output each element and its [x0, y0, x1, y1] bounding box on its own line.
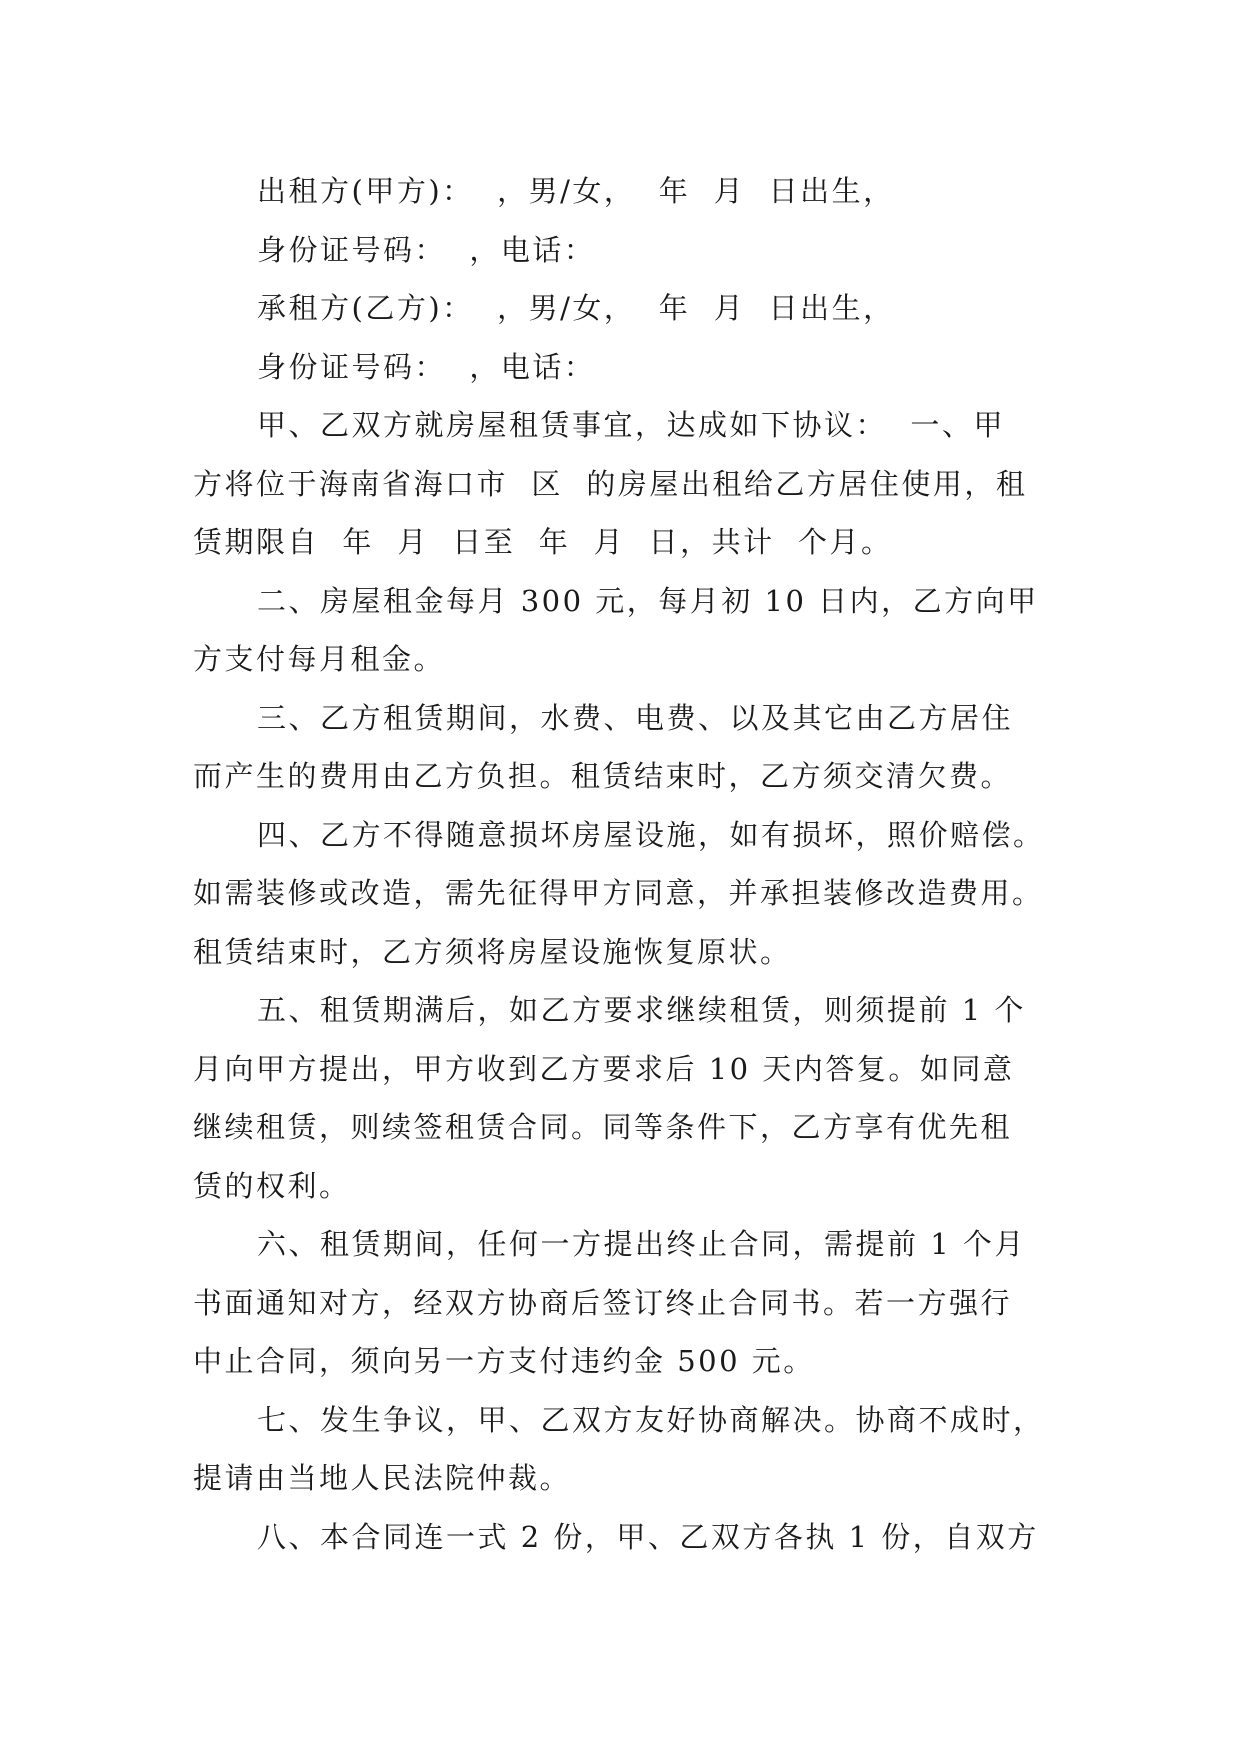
clause-7-line: 提请由当地人民法院仲裁。 [193, 1461, 572, 1495]
clause-4-line: 如需装修或改造，需先征得甲方同意，并承担装修改造费用。 [193, 876, 1044, 910]
clause-5-line: 五、租赁期满后，如乙方要求继续租赁，则须提前 1 个 [257, 993, 1026, 1027]
clause-2-line: 二、房屋租金每月 300 元，每月初 10 日内，乙方向甲 [257, 583, 1039, 618]
lessor-id-line: 身份证号码： ，电话： [257, 232, 596, 267]
lessee-info-line: 承租方(乙方)： ，男/女， 年 月 日出生， [257, 291, 895, 325]
lessor-info-line: 出租方(甲方)： ，男/女， 年 月 日出生， [257, 174, 895, 208]
clause-3-line: 三、乙方租赁期间，水费、电费、以及其它由乙方居住 [257, 700, 1014, 735]
clause-4-line: 四、乙方不得随意损坏房屋设施，如有损坏，照价赔偿。 [257, 817, 1045, 852]
clause-7-line: 七、发生争议，甲、乙双方友好协商解决。协商不成时， [257, 1402, 1045, 1437]
clause-5-line: 月向甲方提出，甲方收到乙方要求后 10 天内答复。如同意 [193, 1051, 1015, 1086]
clause-5-line: 继续租赁，则续签租赁合同。同等条件下，乙方享有优先租 [193, 1110, 1013, 1144]
clause-6-line: 六、租赁期间，任何一方提出终止合同，需提前 1 个月 [257, 1227, 1026, 1261]
clause-5-line: 赁的权利。 [193, 1168, 351, 1203]
clause-4-line: 租赁结束时，乙方须将房屋设施恢复原状。 [193, 934, 792, 969]
clause-6-line: 书面通知对方，经双方协商后签订终止合同书。若一方强行 [193, 1285, 1013, 1320]
clause-8-line: 八、本合同连一式 2 份，甲、乙双方各执 1 份，自双方 [257, 1519, 1039, 1554]
clause-1-line: 方将位于海南省海口市 区 的房屋出租给乙方居住使用，租 [193, 466, 1028, 501]
lessee-id-line: 身份证号码： ，电话： [257, 349, 596, 384]
clause-2-line: 方支付每月租金。 [193, 642, 446, 676]
clause-6-line: 中止合同，须向另一方支付违约金 500 元。 [193, 1344, 815, 1378]
clause-3-line: 而产生的费用由乙方负担。租赁结束时，乙方须交清欠费。 [193, 759, 1013, 793]
contract-body [193, 162, 1073, 1566]
clause-1-line: 赁期限自 年 月 日至 年 月 日，共计 个月。 [193, 525, 893, 559]
agreement-intro-line: 甲、乙双方就房屋租赁事宜，达成如下协议： 一、甲 [257, 408, 1005, 442]
